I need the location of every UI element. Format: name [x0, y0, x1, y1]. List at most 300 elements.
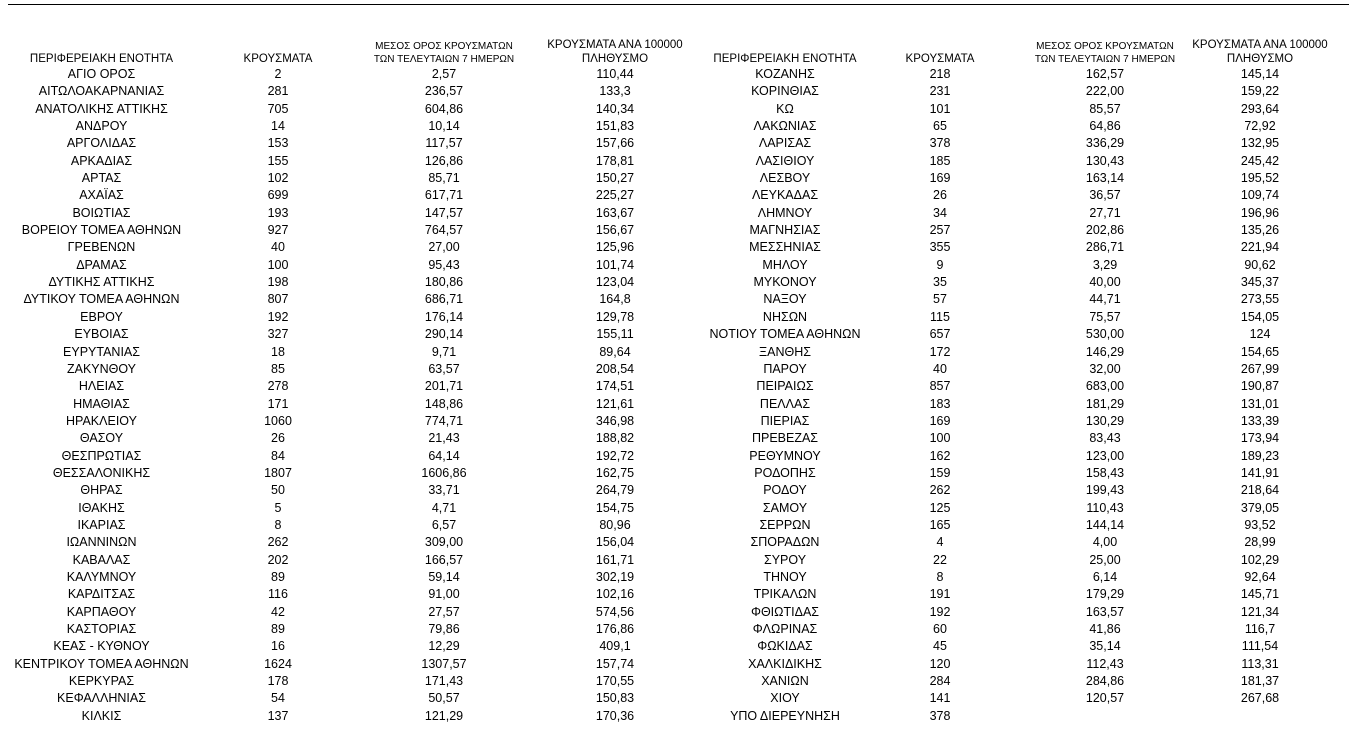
avg-7d-value: 530,00: [1085, 327, 1125, 342]
header-per100k-line2: ΠΛΗΘΥΣΜΟ: [1226, 53, 1294, 65]
avg-7d-value: 126,86: [424, 153, 464, 168]
table-body: [0, 66, 1357, 725]
avg-7d-value: 12,29: [428, 639, 460, 654]
region-name: ΑΓΙΟ ΟΡΟΣ: [67, 67, 136, 81]
per-100k-value: 409,1: [599, 639, 631, 654]
cases-value: 857: [929, 379, 951, 394]
table-row: [0, 326, 1357, 343]
avg-7d-value: 201,71: [424, 379, 464, 394]
region-name: ΙΩΑΝΝΙΝΩΝ: [66, 535, 137, 550]
cases-value: 1624: [264, 656, 292, 671]
avg-7d-value: 27,00: [428, 240, 460, 255]
avg-7d-value: 179,29: [1085, 587, 1125, 602]
table-row: [0, 170, 1357, 187]
cases-value: 54: [271, 691, 285, 706]
region-name: ΚΑΡΔΙΤΣΑΣ: [67, 587, 136, 602]
per-100k-value: 102,16: [595, 587, 635, 602]
per-100k-value: 111,54: [1241, 639, 1279, 654]
per-100k-value: 140,34: [595, 101, 635, 116]
region-name: ΒΟΡΕΙΟΥ ΤΟΜΕΑ ΑΘΗΝΩΝ: [21, 223, 182, 238]
region-name: ΑΡΚΑΔΙΑΣ: [70, 153, 133, 168]
region-name: ΣΕΡΡΩΝ: [759, 517, 811, 532]
avg-7d-value: 286,71: [1085, 240, 1125, 255]
cases-value: 65: [933, 119, 947, 134]
region-name: ΘΗΡΑΣ: [80, 483, 123, 498]
avg-7d-value: 290,14: [424, 327, 464, 342]
per-100k-value: 170,36: [595, 708, 635, 723]
per-100k-value: 161,71: [595, 552, 635, 567]
region-name: ΣΠΟΡΑΔΩΝ: [750, 535, 820, 550]
table-row: [0, 482, 1357, 499]
region-name: ΛΕΥΚΑΔΑΣ: [751, 188, 819, 203]
avg-7d-value: 2,57: [431, 67, 457, 81]
per-100k-value: 150,83: [595, 691, 635, 706]
per-100k-value: 221,94: [1240, 240, 1280, 255]
header-avg-right: [1005, 38, 1205, 66]
header-per100k-label: [1192, 38, 1327, 66]
avg-7d-value: 146,29: [1085, 344, 1125, 359]
region-name: ΔΥΤΙΚΟΥ ΤΟΜΕΑ ΑΘΗΝΩΝ: [23, 292, 180, 307]
per-100k-value: 195,52: [1240, 171, 1280, 186]
avg-7d-value: 163,14: [1085, 171, 1125, 186]
table-row: [0, 638, 1357, 655]
avg-7d-value: 284,86: [1085, 674, 1125, 689]
header-avg-line1: ΜΕΣΟΣ ΟΡΟΣ ΚΡΟΥΣΜΑΤΩΝ: [375, 41, 513, 52]
avg-7d-value: 236,57: [424, 84, 464, 99]
cases-value: 100: [929, 431, 951, 446]
per-100k-value: 163,67: [595, 205, 635, 220]
region-name: ΙΚΑΡΙΑΣ: [77, 517, 126, 532]
header-region-left: [0, 38, 203, 66]
region-name: ΤΡΙΚΑΛΩΝ: [753, 587, 817, 602]
cases-value: 191: [929, 587, 951, 602]
per-100k-value: 133,3: [599, 84, 631, 99]
header-cases-right: [875, 38, 1005, 66]
avg-7d-value: 202,86: [1085, 223, 1125, 238]
per-100k-value: 123,04: [595, 275, 635, 290]
header-avg-left: [353, 38, 535, 66]
cases-value: 4: [936, 535, 944, 550]
table-row: [0, 465, 1357, 482]
cases-value: 85: [271, 361, 285, 376]
per-100k-value: 190,87: [1240, 379, 1280, 394]
region-name: ΠΙΕΡΙΑΣ: [760, 413, 810, 428]
cases-value: 34: [933, 205, 947, 220]
cases-value: 355: [929, 240, 951, 255]
table-row: [0, 517, 1357, 534]
avg-7d-value: 130,43: [1085, 153, 1125, 168]
per-100k-value: 345,37: [1240, 275, 1280, 290]
region-name: ΕΒΡΟΥ: [80, 309, 123, 324]
table-row: [0, 413, 1357, 430]
avg-7d-value: 79,86: [428, 622, 460, 636]
cases-value: 807: [267, 292, 289, 307]
region-name: ΠΕΙΡΑΙΩΣ: [756, 379, 814, 394]
region-name: ΗΜΑΘΙΑΣ: [73, 396, 130, 411]
cases-value: 183: [929, 396, 951, 411]
region-name: ΠΡΕΒΕΖΑΣ: [751, 431, 819, 446]
cases-value: 16: [271, 639, 285, 654]
header-avg-label: [1035, 40, 1175, 66]
cases-value: 8: [936, 569, 944, 584]
avg-7d-value: 83,43: [1089, 431, 1121, 446]
region-name: ΗΡΑΚΛΕΙΟΥ: [66, 413, 137, 428]
cases-value: 84: [271, 448, 285, 463]
avg-7d-value: 123,00: [1085, 448, 1125, 463]
cases-value: 699: [267, 188, 289, 203]
avg-7d-value: 91,00: [428, 587, 460, 602]
per-100k-value: 170,55: [595, 674, 635, 689]
cases-value: 162: [929, 448, 951, 463]
header-per100k-label: [547, 38, 682, 66]
per-100k-value: 89,64: [599, 344, 631, 359]
region-name: ΠΕΛΛΑΣ: [759, 396, 811, 411]
region-name: ΧΑΝΙΩΝ: [761, 674, 809, 689]
cases-value: 284: [929, 674, 951, 689]
per-100k-value: 151,83: [595, 119, 635, 134]
avg-7d-value: 117,57: [425, 136, 463, 151]
region-name: ΣΑΜΟΥ: [762, 500, 808, 515]
region-name: ΜΕΣΣΗΝΙΑΣ: [749, 240, 821, 255]
region-name: ΘΑΣΟΥ: [79, 431, 124, 446]
cases-value: 198: [267, 275, 289, 290]
cases-value: 1060: [264, 413, 292, 428]
per-100k-value: 264,79: [595, 483, 635, 498]
cases-value: 153: [267, 136, 289, 151]
region-name: ΝΟΤΙΟΥ ΤΟΜΕΑ ΑΘΗΝΩΝ: [709, 327, 861, 342]
cases-value: 192: [267, 309, 289, 324]
per-100k-value: 574,56: [595, 604, 635, 619]
per-100k-value: 155,11: [596, 327, 634, 342]
avg-7d-value: 27,57: [428, 604, 460, 619]
per-100k-value: 157,74: [595, 656, 635, 671]
region-name: ΑΝΑΤΟΛΙΚΗΣ ΑΤΤΙΚΗΣ: [35, 101, 168, 116]
per-100k-value: 218,64: [1240, 483, 1280, 498]
table-row: [0, 656, 1357, 673]
region-name: ΚΑΣΤΟΡΙΑΣ: [66, 622, 137, 636]
per-100k-value: 154,05: [1240, 309, 1280, 324]
top-border-line: [8, 4, 1349, 5]
per-100k-value: 225,27: [595, 188, 635, 203]
avg-7d-value: 617,71: [424, 188, 464, 203]
header-avg-line2: ΤΩΝ ΤΕΛΕΥΤΑΙΩΝ 7 ΗΜΕΡΩΝ: [373, 54, 515, 65]
per-100k-value: 124: [1249, 327, 1271, 342]
per-100k-value: 102,29: [1240, 552, 1280, 567]
per-100k-value: 192,72: [595, 448, 635, 463]
avg-7d-value: 85,71: [428, 171, 460, 186]
region-name: ΥΠΟ ΔΙΕΡΕΥΝΗΣΗ: [730, 708, 840, 723]
cases-value: 14: [271, 119, 285, 134]
avg-7d-value: 85,57: [1089, 101, 1121, 116]
avg-7d-value: 686,71: [424, 292, 464, 307]
avg-7d-value: 774,71: [424, 413, 464, 428]
cases-value: 60: [933, 622, 947, 636]
region-name: ΚΑΡΠΑΘΟΥ: [66, 604, 137, 619]
cases-value: 155: [267, 153, 289, 168]
region-name: ΕΥΡΥΤΑΝΙΑΣ: [63, 344, 140, 359]
cases-value: 172: [929, 344, 951, 359]
per-100k-value: 181,37: [1240, 674, 1280, 689]
cases-value: 169: [929, 413, 951, 428]
table-row: [0, 430, 1357, 447]
per-100k-value: 110,44: [596, 67, 634, 81]
cases-value: 281: [267, 84, 289, 99]
cases-value: 26: [271, 431, 285, 446]
region-name: ΤΗΝΟΥ: [763, 569, 807, 584]
region-name: ΖΑΚΥΝΘΟΥ: [66, 361, 137, 376]
region-name: ΓΡΕΒΕΝΩΝ: [67, 240, 136, 255]
region-name: ΚΩ: [776, 101, 794, 116]
region-name: ΛΗΜΝΟΥ: [757, 205, 813, 220]
avg-7d-value: 6,57: [431, 517, 457, 532]
cases-value: 120: [929, 656, 951, 671]
table-row: [0, 83, 1357, 100]
avg-7d-value: 35,14: [1089, 639, 1121, 654]
per-100k-value: 145,14: [1240, 67, 1280, 81]
header-per100k-line1: ΚΡΟΥΣΜΑΤΑ ΑΝΑ 100000: [1192, 39, 1328, 51]
per-100k-value: 90,62: [1244, 257, 1276, 272]
cases-value: 193: [267, 205, 289, 220]
cases-value: 231: [929, 84, 951, 99]
table-row: [0, 708, 1357, 725]
per-100k-value: 164,8: [599, 292, 631, 307]
header-per100k-line1: ΚΡΟΥΣΜΑΤΑ ΑΝΑ 100000: [547, 39, 683, 51]
cases-value: 202: [267, 552, 289, 567]
avg-7d-value: 10,14: [428, 119, 460, 134]
per-100k-value: 145,71: [1240, 587, 1280, 602]
cases-value: 192: [929, 604, 951, 619]
table-row: [0, 291, 1357, 308]
region-name: ΔΡΑΜΑΣ: [76, 257, 127, 272]
avg-7d-value: 120,57: [1085, 691, 1125, 706]
region-name: ΘΕΣΠΡΩΤΙΑΣ: [61, 448, 142, 463]
per-100k-value: 133,39: [1240, 413, 1280, 428]
table-row: [0, 673, 1357, 690]
avg-7d-value: 1307,57: [421, 656, 467, 671]
region-name: ΑΡΤΑΣ: [81, 171, 122, 186]
avg-7d-value: 41,86: [1089, 622, 1121, 636]
per-100k-value: 196,96: [1240, 205, 1280, 220]
cases-value: 26: [933, 188, 947, 203]
cases-value: 141: [929, 691, 951, 706]
per-100k-value: 132,95: [1240, 136, 1280, 151]
header-region-label: ΠΕΡΙΦΕΡΕΙΑΚΗ ΕΝΟΤΗΤΑ: [29, 53, 174, 65]
region-name: ΛΕΣΒΟΥ: [759, 171, 811, 186]
cases-value: 89: [271, 569, 285, 584]
region-name: ΡΕΘΥΜΝΟΥ: [749, 448, 821, 463]
per-100k-value: 154,75: [595, 500, 635, 515]
avg-7d-value: 171,43: [424, 674, 464, 689]
region-name: ΑΧΑΪΑΣ: [79, 188, 124, 203]
cases-value: 57: [933, 292, 947, 307]
per-100k-value: 245,42: [1240, 153, 1280, 168]
per-100k-value: 159,22: [1240, 84, 1280, 99]
avg-7d-value: 63,57: [428, 361, 460, 376]
cases-value: 159: [929, 465, 951, 480]
cases-value: 262: [267, 535, 289, 550]
per-100k-value: 92,64: [1244, 569, 1276, 584]
per-100k-value: 293,64: [1240, 101, 1280, 116]
region-name: ΠΑΡΟΥ: [763, 361, 807, 376]
region-name: ΛΑΚΩΝΙΑΣ: [753, 119, 817, 134]
cases-value: 22: [933, 552, 947, 567]
per-100k-value: 121,61: [595, 396, 635, 411]
avg-7d-value: 1606,86: [421, 465, 467, 480]
avg-7d-value: 130,29: [1085, 413, 1125, 428]
per-100k-value: 129,78: [595, 309, 635, 324]
region-name: ΑΝΔΡΟΥ: [75, 119, 128, 134]
cases-value: 116: [268, 587, 288, 602]
avg-7d-value: 40,00: [1089, 275, 1121, 290]
cases-value: 89: [271, 622, 285, 636]
table-row: [0, 552, 1357, 569]
header-per100k-line2: ΠΛΗΘΥΣΜΟ: [581, 53, 649, 65]
region-name: ΙΘΑΚΗΣ: [78, 500, 125, 515]
table-row: [0, 448, 1357, 465]
cases-value: 165: [929, 517, 951, 532]
region-name: ΜΥΚΟΝΟΥ: [753, 275, 817, 290]
region-name: ΞΑΝΘΗΣ: [759, 344, 811, 359]
cases-value: 327: [267, 327, 289, 342]
header-per100k-right: [1183, 38, 1337, 66]
table-row: [0, 604, 1357, 621]
cases-value: 927: [267, 223, 289, 238]
region-name: ΛΑΣΙΘΙΟΥ: [755, 153, 815, 168]
region-name: ΚΟΖΑΝΗΣ: [755, 67, 815, 81]
avg-7d-value: 9,71: [431, 344, 457, 359]
avg-7d-value: 764,57: [424, 223, 464, 238]
per-100k-value: 157,66: [595, 136, 635, 151]
region-name: ΒΟΙΩΤΙΑΣ: [72, 205, 131, 220]
table-row: [0, 66, 1357, 83]
per-100k-value: 267,68: [1240, 691, 1280, 706]
avg-7d-value: 75,57: [1089, 309, 1121, 324]
cases-value: 185: [929, 153, 951, 168]
cases-value: 102: [267, 171, 289, 186]
per-100k-value: 273,55: [1240, 292, 1280, 307]
region-name: ΚΕΝΤΡΙΚΟΥ ΤΟΜΕΑ ΑΘΗΝΩΝ: [14, 656, 189, 671]
cases-value: 2: [274, 67, 282, 81]
table-row: [0, 239, 1357, 256]
cases-value: 705: [267, 101, 289, 116]
table-row: [0, 187, 1357, 204]
cases-value: 9: [936, 257, 944, 272]
avg-7d-value: 176,14: [424, 309, 464, 324]
per-100k-value: 208,54: [595, 361, 635, 376]
avg-7d-value: 25,00: [1089, 552, 1121, 567]
avg-7d-value: 158,43: [1085, 465, 1125, 480]
cases-value: 101: [929, 101, 951, 116]
per-100k-value: 156,67: [595, 223, 635, 238]
per-100k-value: 176,86: [595, 622, 635, 636]
avg-7d-value: 166,57: [424, 552, 464, 567]
per-100k-value: 162,75: [595, 465, 635, 480]
avg-7d-value: 33,71: [428, 483, 460, 498]
region-name: ΦΛΩΡΙΝΑΣ: [752, 622, 818, 636]
region-name: ΚΕΑΣ - ΚΥΘΝΟΥ: [53, 639, 150, 654]
region-name: ΦΩΚΙΔΑΣ: [757, 639, 813, 654]
per-100k-value: 135,26: [1240, 223, 1280, 238]
per-100k-value: 101,74: [595, 257, 635, 272]
cases-value: 1807: [264, 465, 292, 480]
avg-7d-value: 64,86: [1089, 119, 1121, 134]
region-name: ΦΘΙΩΤΙΔΑΣ: [750, 604, 820, 619]
table-row: [0, 361, 1357, 378]
cases-value: 35: [933, 275, 947, 290]
avg-7d-value: 4,00: [1092, 535, 1118, 550]
avg-7d-value: 59,14: [428, 569, 460, 584]
region-name: ΧΙΟΥ: [770, 691, 800, 706]
table-row: [0, 309, 1357, 326]
avg-7d-value: 144,14: [1085, 517, 1125, 532]
avg-7d-value: 180,86: [424, 275, 464, 290]
cases-value: 125: [929, 500, 951, 515]
table-row: [0, 396, 1357, 413]
per-100k-value: 141,91: [1240, 465, 1280, 480]
per-100k-value: 72,92: [1244, 119, 1276, 134]
region-name: ΕΥΒΟΙΑΣ: [74, 327, 129, 342]
region-name: ΚΑΛΥΜΝΟΥ: [66, 569, 137, 584]
per-100k-value: 154,65: [1240, 344, 1280, 359]
table-row: [0, 500, 1357, 517]
region-name: ΑΙΤΩΛΟΑΚΑΡΝΑΝΙΑΣ: [38, 84, 165, 99]
avg-7d-value: 199,43: [1085, 483, 1125, 498]
avg-7d-value: 36,57: [1089, 188, 1121, 203]
table-row: [0, 534, 1357, 551]
per-100k-value: 131,01: [1240, 396, 1280, 411]
cases-value: 50: [271, 483, 285, 498]
per-100k-value: 28,99: [1244, 535, 1276, 550]
per-100k-value: 178,81: [595, 153, 635, 168]
region-name: ΜΗΛΟΥ: [762, 257, 808, 272]
avg-7d-value: 4,71: [431, 500, 457, 515]
table-header: [0, 38, 1357, 66]
avg-7d-value: 604,86: [424, 101, 464, 116]
per-100k-value: 93,52: [1244, 517, 1276, 532]
avg-7d-value: 181,29: [1085, 396, 1125, 411]
header-region-label: ΠΕΡΙΦΕΡΕΙΑΚΗ ΕΝΟΤΗΤΑ: [713, 53, 857, 65]
per-100k-value: 188,82: [595, 431, 635, 446]
avg-7d-value: 309,00: [424, 535, 464, 550]
per-100k-value: 379,05: [1240, 500, 1280, 515]
region-name: ΜΑΓΝΗΣΙΑΣ: [749, 223, 821, 238]
region-name: ΚΙΛΚΙΣ: [81, 708, 122, 723]
cases-value: 278: [267, 379, 289, 394]
table-row: [0, 222, 1357, 239]
per-100k-value: 267,99: [1240, 361, 1280, 376]
per-100k-value: 346,98: [595, 413, 635, 428]
avg-7d-value: 162,57: [1085, 67, 1125, 81]
per-100k-value: 113,31: [1241, 656, 1279, 671]
cases-value: 8: [274, 517, 282, 532]
table-row: [0, 101, 1357, 118]
cases-value: 115: [930, 309, 950, 324]
table-row: [0, 586, 1357, 603]
cases-value: 18: [271, 344, 285, 359]
per-100k-value: 116,7: [1244, 622, 1276, 636]
cases-value: 218: [929, 67, 951, 81]
region-name: ΣΥΡΟΥ: [763, 552, 807, 567]
cases-value: 40: [271, 240, 285, 255]
region-name: ΝΗΣΩΝ: [762, 309, 808, 324]
per-100k-value: 80,96: [599, 517, 631, 532]
table-row: [0, 205, 1357, 222]
per-100k-value: 121,34: [1240, 604, 1280, 619]
region-name: ΚΑΒΑΛΑΣ: [72, 552, 131, 567]
per-100k-value: 150,27: [595, 171, 635, 186]
avg-7d-value: 148,86: [424, 396, 464, 411]
avg-7d-value: 21,43: [428, 431, 460, 446]
